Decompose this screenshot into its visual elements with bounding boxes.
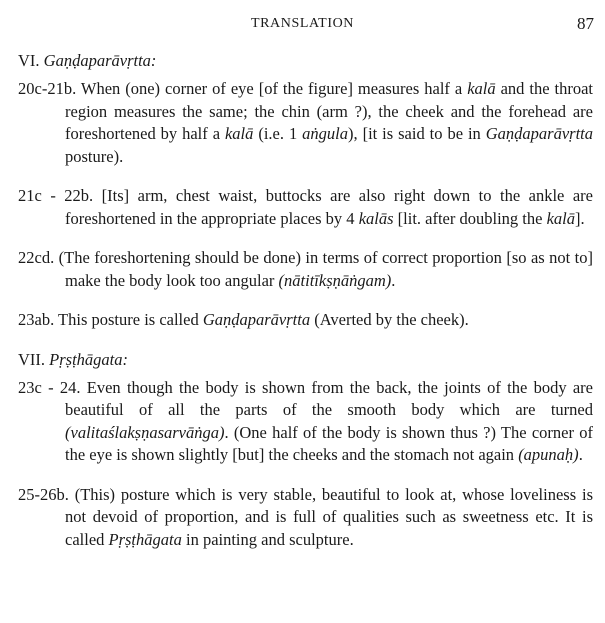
sanskrit-term: kalā <box>224 124 254 143</box>
running-head-title: TRANSLATION <box>250 16 355 31</box>
verse-text: (This) posture which is very stable, beautiful to look at, whose loveliness is not devoid of proportion, and is full of qualities such as sweetness etc. It is called <box>65 484 593 549</box>
verse-text: in painting and sculpture. <box>181 529 354 549</box>
verse-ref: 23c - 24. <box>18 377 81 397</box>
verse-text: This posture is called <box>54 310 203 329</box>
sanskrit-term: kalās <box>358 208 394 228</box>
sanskrit-term: Gaṇḍaparāvṛtta <box>202 310 311 329</box>
verse-22cd <box>18 247 593 292</box>
sanskrit-term: (nātitīkṣṇāṅgam) <box>278 270 392 290</box>
running-head <box>0 14 605 36</box>
sanskrit-term: Pṛṣṭhāgata <box>108 529 182 549</box>
verse-text: and the throat region measures the same; the chin (arm ?), the cheek and the forehead are foreshortened by half a <box>65 79 593 143</box>
verse-text: . <box>578 445 583 464</box>
verse-ref: 22cd. <box>18 248 55 267</box>
verse-ref: 25-26b. <box>18 484 69 504</box>
verse-25-26b <box>18 484 593 552</box>
verse-ref: 21c - 22b. <box>18 186 94 205</box>
section-title: Pṛṣṭhāgata: <box>49 349 128 369</box>
verse-ref: 20c-21b. <box>18 79 77 98</box>
verse-text: . (One half of the body is shown thus ?) The corner of the eye is shown slightly [but] the cheeks and the stomach not again <box>65 422 593 464</box>
section-title: Gaṇḍaparāvṛtta: <box>43 51 157 70</box>
section-heading-vii <box>18 349 593 371</box>
verse-text: When (one) corner of eye [of the figure] measures half a <box>76 79 468 98</box>
sanskrit-term: kalā <box>546 208 575 228</box>
verse-text: Even though the body is shown from the back, the joints of the body are beautiful of all the parts of the smooth body which are turned <box>65 377 593 419</box>
section-number: VI. <box>18 51 40 70</box>
sanskrit-term: Gaṇḍaparāvṛtta <box>485 124 593 143</box>
verse-text: ]. <box>575 208 585 228</box>
section-number: VII. <box>18 349 46 369</box>
verse-text: posture). <box>65 146 124 166</box>
sanskrit-term: (valitaślakṣṇasarvāṅga) <box>65 422 225 442</box>
page-body <box>18 50 593 551</box>
verse-23c-24 <box>18 377 593 467</box>
verse-text: (Averted by the cheek). <box>310 310 469 329</box>
verse-text: (The foreshortening should be done) in terms of correct proportion [so as not to] make the body look too angular <box>54 248 593 290</box>
verse-text: (i.e. 1 <box>253 124 303 143</box>
verse-text: . <box>391 270 396 290</box>
section-heading-vi <box>18 50 593 72</box>
verse-text: ), [it is said to be in <box>348 124 486 143</box>
verse-21c-22b <box>18 185 593 230</box>
sanskrit-term: kalā <box>467 79 496 98</box>
sanskrit-term: aṅgula <box>302 124 348 143</box>
verse-text: [lit. after doubling the <box>393 208 547 228</box>
sanskrit-term: (apunaḥ) <box>518 445 579 464</box>
verse-20c-21b <box>18 78 593 168</box>
verse-text: [Its] arm, chest waist, buttocks are also right down to the ankle are foreshortened in the appropriate places by 4 <box>65 186 594 228</box>
page-number: 87 <box>577 14 594 33</box>
verse-23ab <box>18 309 593 332</box>
verse-ref: 23ab. <box>18 310 55 329</box>
